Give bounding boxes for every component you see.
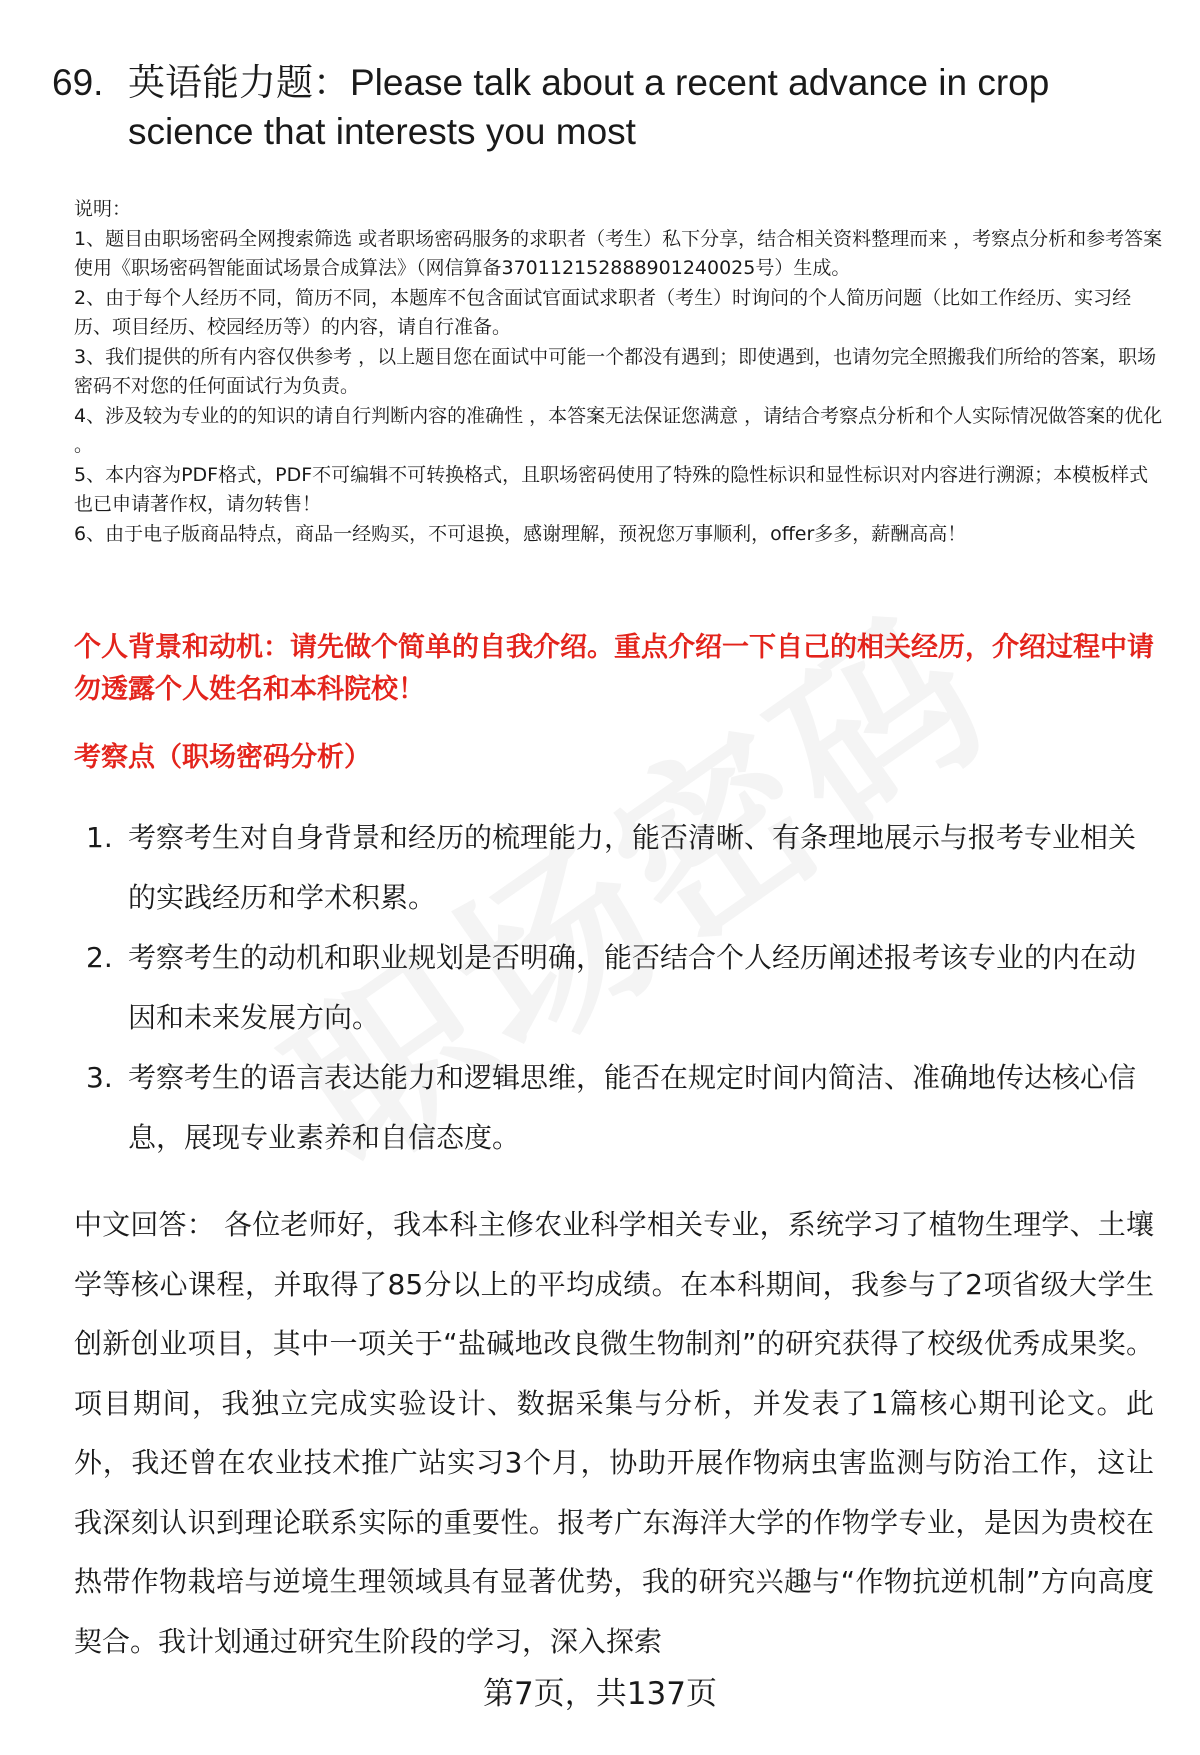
point-text: 考察考生的语言表达能力和逻辑思维，能否在规定时间内简洁、准确地传达核心信息，展现专业素养和自信态度。 — [128, 1061, 1137, 1154]
note-item: 3、我们提供的所有内容仅供参考 ，以上题目您在面试中可能一个都没有遇到；即使遇到，也请勿完全照搬我们所给的答案，职场密码不对您的任何面试行为负责。 — [74, 345, 1157, 397]
question-title — [52, 58, 1152, 156]
question-number: 69. — [52, 62, 104, 103]
page-footer: 第7页，共137页 — [483, 1676, 717, 1712]
assessment-points — [74, 808, 1154, 1168]
note-item: 2、由于每个人经历不同，简历不同，本题库不包含面试官面试求职者（考生）时询问的个人简历问题（比如工作经历、实习经历、项目经历、校园经历等）的内容，请自行准备。 — [74, 286, 1132, 338]
answer-paragraph — [74, 1195, 1154, 1671]
answer-block — [74, 1195, 1154, 1671]
notes-title: 说明： — [74, 198, 132, 220]
notes-block — [74, 195, 1164, 549]
note-item: 6、由于电子版商品特点，商品一经购买，不可退换，感谢理解，预祝您万事顺利，offer多多，薪酬高高！ — [74, 522, 967, 545]
point-number: 2. — [86, 941, 113, 974]
point-item — [74, 928, 1154, 1048]
point-item — [74, 1048, 1154, 1168]
point-text: 考察考生的动机和职业规划是否明确，能否结合个人经历阐述报考该专业的内在动因和未来发展方向。 — [128, 941, 1137, 1034]
note-item: 4、涉及较为专业的的知识的请自行判断内容的准确性 ，本答案无法保证您满意 ，请结合考察点分析和个人实际情况做答案的优化 。 — [74, 404, 1163, 456]
section-heading: 个人背景和动机：请先做个简单的自我介绍。重点介绍一下自己的相关经历，介绍过程中请勿透露个人姓名和本科院校！ — [74, 632, 1154, 705]
note-item: 5、本内容为PDF格式，PDF不可编辑不可转换格式，且职场密码使用了特殊的隐性标识和显性标识对内容进行溯源；本模板样式也已申请著作权，请勿转售！ — [74, 463, 1149, 515]
section-subheading: 考察点（职场密码分析） — [74, 742, 371, 773]
point-number: 1. — [86, 821, 113, 854]
point-item — [74, 808, 1154, 928]
answer-label: 中文回答： — [74, 1208, 215, 1241]
note-item: 1、题目由职场密码全网搜索筛选 或者职场密码服务的求职者（考生）私下分享，结合相关资料整理而来 ，考察点分析和参考答案使用《职场密码智能面试场景合成算法》（网信算备370112152888901240025号）生成。 — [74, 227, 1163, 279]
point-number: 3. — [86, 1061, 113, 1094]
question-text: 英语能力题：Please talk about a recent advance in crop science that interests you most — [128, 62, 1050, 152]
point-text: 考察考生对自身背景和经历的梳理能力，能否清晰、有条理地展示与报考专业相关的实践经历和学术积累。 — [128, 821, 1137, 914]
answer-text: 各位老师好，我本科主修农业科学相关专业，系统学习了植物生理学、土壤学等核心课程，并取得了85分以上的平均成绩。在本科期间，我参与了2项省级大学生创新创业项目，其中一项关于“盐碱地改良微生物制剂”的研究获得了校级优秀成果奖。项目期间，我独立完成实验设计、数据采集与分析，并发表了1篇核心期刊论文。此外，我还曾在农业技术推广站实习3个月，协助开展作物病虫害监测与防治工作，这让我深刻认识到理论联系实际的重要性。报考广东海洋大学的作物学专业，是因为贵校在热带作物栽培与逆境生理领域具有显著优势，我的研究兴趣与“作物抗逆机制”方向高度契合。我计划通过研究生阶段的学习，深入探索 — [74, 1208, 1154, 1658]
